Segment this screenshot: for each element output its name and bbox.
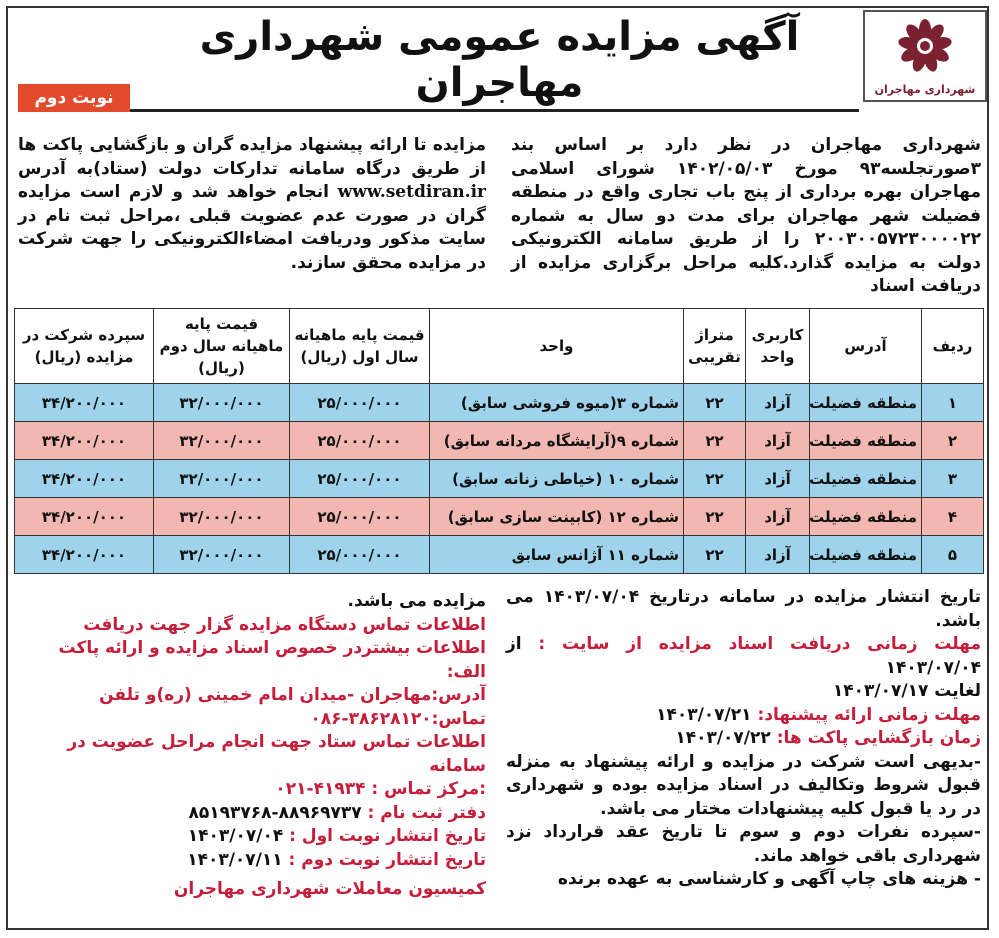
cell-price1: ۲۵/۰۰۰/۰۰۰ [290, 536, 430, 574]
registration-label: دفتر ثبت نام : [367, 802, 486, 823]
title-divider [130, 109, 859, 112]
table-header-row [15, 309, 984, 384]
col-header-unit: واحد [430, 309, 684, 384]
logo-text: شهرداری مهاجران [874, 83, 976, 96]
cell-price2: ۳۲/۰۰۰/۰۰۰ [154, 498, 290, 536]
cell-deposit: ۳۴/۲۰۰/۰۰۰ [15, 498, 154, 536]
cell-unit: شماره ۱۱ آژانس سابق [430, 536, 684, 574]
cell-address: منطقه فضیلت [810, 384, 922, 422]
cell-price2: ۳۲/۰۰۰/۰۰۰ [154, 536, 290, 574]
col-header-area: متراژ تقریبی [684, 309, 746, 384]
table-row [15, 536, 984, 574]
address-line: آدرس:مهاجران -میدان امام خمینی (ره)و تلفن تماس:۳۸۶۲۸۱۲۰-۰۸۶ [99, 685, 486, 729]
cell-usage: آزاد [746, 498, 810, 536]
cell-unit: شماره ۱۲ (کابینت سازی سابق) [430, 498, 684, 536]
cell-address: منطقه فضیلت [810, 498, 922, 536]
second-publication [18, 849, 486, 873]
first-pub-date: ۱۴۰۳/۰۷/۰۴ [187, 826, 284, 846]
opening-date: ۱۴۰۳/۰۷/۲۲ [675, 728, 771, 748]
costs-continued: مزایده می باشد. [347, 591, 486, 611]
col-header-price1: قیمت پایه ماهیانه سال اول (ریال) [290, 309, 430, 384]
cell-row: ۲ [922, 422, 984, 460]
intro-left-text-2: انجام خواهد شد و لازم است مزایده گران در صورت عدم عضویت قبلی ،مراحل ثبت نام در سایت مذکور ودریافت امضاءالکترونیکی را جهت شرکت در مزایده محقق سازند. [18, 182, 486, 273]
table-row [15, 498, 984, 536]
intro-left-paragraph [18, 134, 486, 275]
second-pub-label: تاریخ انتشار نوبت دوم : [288, 849, 486, 870]
cell-area: ۲۲ [684, 498, 746, 536]
col-header-price2: قیمت پایه ماهیانه سال دوم (ریال) [154, 309, 290, 384]
registration-phone: ۸۸۹۶۹۷۳۷-۸۵۱۹۳۷۶۸ [188, 802, 362, 823]
page-title: آگهی مزایده عمومی شهرداری مهاجران [199, 14, 800, 106]
cell-address: منطقه فضیلت [810, 422, 922, 460]
contact-heading: اطلاعات تماس دستگاه مزایده گزار جهت دریافت اطلاعات بیشتردر خصوص اسناد مزایده و ارائه پاکت الف: [58, 614, 486, 682]
cell-deposit: ۳۴/۲۰۰/۰۰۰ [15, 384, 154, 422]
cell-price2: ۳۲/۰۰۰/۰۰۰ [154, 384, 290, 422]
cell-address: منطقه فضیلت [810, 536, 922, 574]
cell-usage: آزاد [746, 536, 810, 574]
cell-usage: آزاد [746, 384, 810, 422]
cell-row: ۳ [922, 460, 984, 498]
cell-row: ۱ [922, 384, 984, 422]
note-costs: - هزینه های چاپ آگهی و کارشناسی به عهده برنده [557, 869, 981, 889]
auction-table [14, 308, 984, 574]
cell-price2: ۳۲/۰۰۰/۰۰۰ [154, 460, 290, 498]
col-header-deposit: سپرده شرکت در مزایده (ریال) [15, 309, 154, 384]
col-header-address: آدرس [810, 309, 922, 384]
offers-deadline-date: ۱۴۰۳/۰۷/۲۱ [656, 704, 752, 725]
table-row [15, 384, 984, 422]
cell-usage: آزاد [746, 460, 810, 498]
first-pub-label: تاریخ انتشار نوبت اول : [289, 826, 486, 846]
table-row [15, 422, 984, 460]
cell-area: ۲۲ [684, 536, 746, 574]
round-badge: نوبت دوم [18, 84, 130, 112]
cell-area: ۲۲ [684, 460, 746, 498]
cell-price1: ۲۵/۰۰۰/۰۰۰ [290, 422, 430, 460]
call-center-phone: ۴۱۹۳۴-۰۲۱ [275, 779, 366, 799]
cell-unit: شماره ۱۰ (خیاطی زنانه سابق) [430, 460, 684, 498]
cell-address: منطقه فضیلت [810, 460, 922, 498]
cell-area: ۲۲ [684, 384, 746, 422]
docs-deadline-from: از ۱۴۰۳/۰۷/۰۴ [506, 634, 981, 678]
col-header-usage: کاربری واحد [746, 309, 810, 384]
municipality-logo [863, 10, 987, 102]
second-pub-date: ۱۴۰۳/۰۷/۱۱ [187, 849, 283, 870]
setad-url[interactable]: www.setdiran.ir [337, 182, 486, 202]
cell-unit: شماره ۳(میوه فروشی سابق) [430, 384, 684, 422]
intro-right-text: شهرداری مهاجران در نظر دارد بر اساس بند ۳صورتجلسه۹۳ مورخ ۱۴۰۲/۰۵/۰۳ شورای اسلامی مهاجران بهره برداری از پنج باب تجاری واقع در منطقه فضیلت شهر مهاجران برای مدت دو سال به شماره ۲۰۰۳۰۰۵۷۲۳۰۰۰۰۲۲ را از طریق سامانه الکترونیکی دولت به مزایده گذارد.کلیه مراحل برگزاری مزایده از دریافت اسناد [511, 135, 981, 296]
cell-price1: ۲۵/۰۰۰/۰۰۰ [290, 460, 430, 498]
cell-unit: شماره ۹(آرایشگاه مردانه سابق) [430, 422, 684, 460]
cell-price1: ۲۵/۰۰۰/۰۰۰ [290, 384, 430, 422]
cell-price1: ۲۵/۰۰۰/۰۰۰ [290, 498, 430, 536]
cell-deposit: ۳۴/۲۰۰/۰۰۰ [15, 460, 154, 498]
flower-emblem-icon [897, 18, 953, 74]
note-acceptance: -بدیهی است شرکت در مزایده و ارائه پیشنهاد به منزله قبول شروط وتکالیف در اسناد مزایده بوده و شهرداری در رد یا قبول کلیه پیشنهادات مختار می باشد. [506, 751, 981, 819]
opening-label: زمان بازگشایی پاکت ها: [776, 728, 981, 748]
intro-left-text-1: مزایده تا ارائه پیشنهاد مزایده گران و بازگشایی پاکت ها از طریق درگاه سامانه تدارکات دولت (ستاد)به آدرس [18, 135, 486, 179]
offers-deadline-label: مهلت زمانی ارائه پیشنهاد: [757, 704, 981, 725]
bottom-left-column [18, 590, 486, 902]
cell-row: ۵ [922, 536, 984, 574]
table-row [15, 460, 984, 498]
cell-deposit: ۳۴/۲۰۰/۰۰۰ [15, 536, 154, 574]
docs-deadline [506, 633, 981, 680]
col-header-row: ردیف [922, 309, 984, 384]
call-center [18, 778, 486, 802]
note-deposit: -سپرده نفرات دوم و سوم تا تاریخ عقد قرارداد نزد شهرداری باقی خواهد ماند. [506, 822, 981, 866]
publish-line: تاریخ انتشار مزایده در سامانه درتاریخ ۱۴۰۳/۰۷/۰۴ می باشد. [506, 587, 981, 631]
bottom-right-column [506, 586, 981, 892]
cell-area: ۲۲ [684, 422, 746, 460]
opening-time [506, 727, 981, 751]
signature: کمیسیون معاملات شهرداری مهاجران [173, 879, 486, 899]
first-publication [18, 825, 486, 849]
cell-usage: آزاد [746, 422, 810, 460]
cell-row: ۴ [922, 498, 984, 536]
registration-office [18, 802, 486, 826]
intro-left-column [18, 134, 486, 275]
call-center-label: :مرکز تماس : [371, 779, 486, 799]
cell-deposit: ۳۴/۲۰۰/۰۰۰ [15, 422, 154, 460]
offers-deadline [506, 704, 981, 728]
cell-price2: ۳۲/۰۰۰/۰۰۰ [154, 422, 290, 460]
intro-right-column [511, 134, 981, 299]
docs-deadline-label: مهلت زمانی دریافت اسناد مزایده از سایت : [538, 634, 981, 654]
docs-deadline-to: لغایت ۱۴۰۳/۰۷/۱۷ [832, 681, 981, 701]
setad-heading: اطلاعات تماس ستاد جهت انجام مراحل عضویت در سامانه [67, 732, 486, 776]
